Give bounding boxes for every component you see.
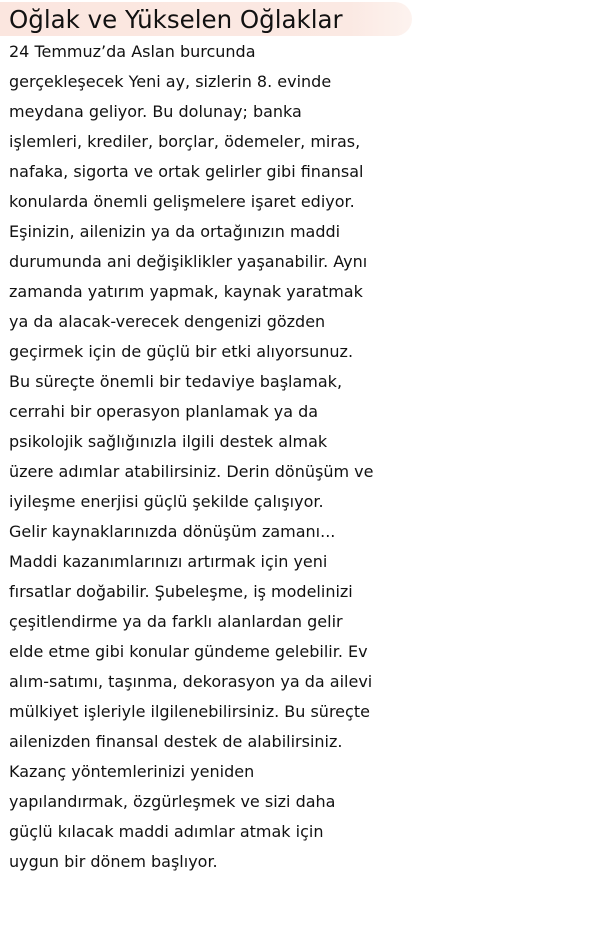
text-line: güçlü kılacak maddi adımlar atmak için (9, 822, 324, 841)
text-line: zamanda yatırım yapmak, kaynak yaratmak (9, 282, 363, 301)
text-line: mülkiyet işleriyle ilgilenebilirsiniz. Bu süreçte (9, 702, 370, 721)
text-line: üzere adımlar atabilirsiniz. Derin dönüşüm ve (9, 462, 374, 481)
text-line: konularda önemli gelişmelere işaret ediyor. (9, 192, 355, 211)
text-line: durumunda ani değişiklikler yaşanabilir. Aynı (9, 252, 368, 271)
text-line: elde etme gibi konular gündeme gelebilir. Ev (9, 642, 368, 661)
text-line: geçirmek için de güçlü bir etki alıyorsunuz. (9, 342, 354, 361)
text-line: uygun bir dönem başlıyor. (9, 852, 218, 871)
text-line: psikolojik sağlığınızla ilgili destek almak (9, 432, 328, 451)
page-title: Oğlak ve Yükselen Oğlaklar (9, 5, 343, 34)
text-line: ailenizden finansal destek de alabilirsiniz. (9, 732, 343, 751)
text-line: Kazanç yöntemlerinizi yeniden (9, 762, 255, 781)
text-line: alım-satımı, taşınma, dekorasyon ya da ailevi (9, 672, 373, 691)
text-line: Maddi kazanımlarınızı artırmak için yeni (9, 552, 328, 571)
text-line: işlemleri, krediler, borçlar, ödemeler, miras, (9, 132, 361, 151)
body-paragraph (9, 37, 599, 877)
text-line: gerçekleşecek Yeni ay, sizlerin 8. evinde (9, 72, 332, 91)
text-line: çeşitlendirme ya da farklı alanlardan gelir (9, 612, 343, 631)
text-line: iyileşme enerjisi güçlü şekilde çalışıyor. (9, 492, 324, 511)
text-line: fırsatlar doğabilir. Şubeleşme, iş modelinizi (9, 582, 353, 601)
title-highlight (0, 2, 412, 36)
text-line: ya da alacak-verecek dengenizi gözden (9, 312, 326, 331)
text-line: meydana geliyor. Bu dolunay; banka (9, 102, 302, 121)
text-line: cerrahi bir operasyon planlamak ya da (9, 402, 319, 421)
text-line: Bu süreçte önemli bir tedaviye başlamak, (9, 372, 343, 391)
text-line: Eşinizin, ailenizin ya da ortağınızın maddi (9, 222, 341, 241)
text-line: yapılandırmak, özgürleşmek ve sizi daha (9, 792, 336, 811)
text-line: 24 Temmuz’da Aslan burcunda (9, 42, 256, 61)
text-line: Gelir kaynaklarınızda dönüşüm zamanı... (9, 522, 336, 541)
text-line: nafaka, sigorta ve ortak gelirler gibi finansal (9, 162, 364, 181)
